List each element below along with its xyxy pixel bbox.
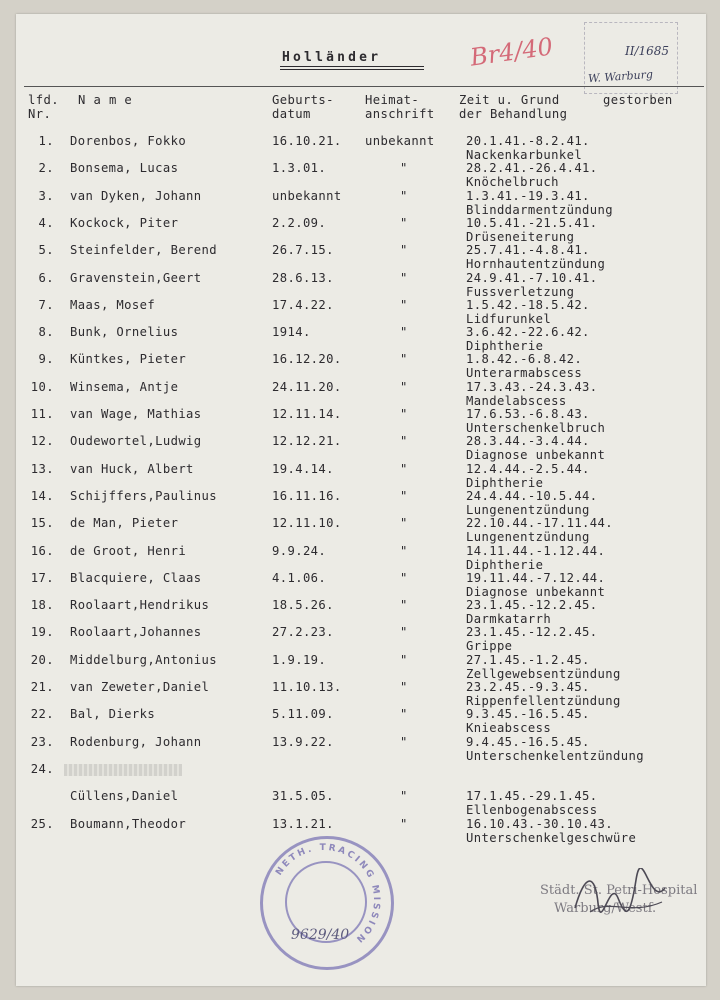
col-header-geburtsdatum: Geburts- datum: [272, 93, 334, 121]
row-number: 17.: [30, 570, 54, 585]
treatment-reason: Rippenfellentzündung: [466, 694, 621, 708]
birth-date: 16.10.21.: [272, 134, 342, 148]
treatment-reason: Darmkatarrh: [466, 612, 552, 627]
birth-date: 27.2.23.: [272, 625, 334, 640]
page-title: Holländer: [282, 50, 382, 65]
row-number: 12.: [30, 434, 54, 449]
table-row: [0, 544, 720, 572]
row-number: 9.: [38, 352, 54, 367]
row-number: 3.: [38, 188, 54, 203]
table-row: [0, 653, 720, 681]
patient-name: van Huck, Albert: [70, 461, 194, 476]
patient-name: Küntkes, Pieter: [70, 352, 187, 367]
row-number: 4.: [38, 215, 54, 230]
table-row: [0, 380, 720, 408]
col-header-name: N a m e: [78, 93, 133, 107]
treatment-reason: Hornhautentzündung: [466, 257, 606, 272]
birth-date: 28.6.13.: [272, 270, 334, 285]
row-number: 23.: [30, 734, 54, 749]
birth-date: unbekannt: [272, 188, 342, 203]
archive-handwritten-note: W. Warburg: [587, 67, 654, 86]
table-row: [0, 707, 720, 735]
birth-date: 12.11.14.: [272, 407, 342, 421]
patient-name: Bunk, Ornelius: [70, 325, 179, 340]
header-rule: [24, 86, 704, 87]
row-number: 21.: [30, 680, 54, 694]
svg-text:NETH. TRACING MISSION: NETH. TRACING MISSION: [274, 842, 382, 946]
home-address: ": [400, 352, 408, 367]
patient-name: Roolaart,Johannes: [70, 625, 202, 640]
patient-name: Gravenstein,Geert: [70, 270, 202, 285]
birth-date: 12.11.10.: [272, 516, 342, 531]
treatment-period: 23.1.45.-12.2.45.: [466, 598, 598, 613]
birth-date: 24.11.20.: [272, 379, 342, 394]
birth-date: 13.9.22.: [272, 734, 334, 749]
row-number: 6.: [38, 270, 54, 285]
birth-date: 13.1.21.: [272, 816, 334, 831]
birth-date: 11.10.13.: [272, 680, 342, 694]
birth-date: 16.11.16.: [272, 488, 342, 503]
row-number: 10.: [30, 379, 54, 394]
patient-name: Kockock, Piter: [70, 215, 179, 230]
row-number: 8.: [38, 325, 54, 340]
treatment-reason: Grippe: [466, 639, 513, 654]
table-row: [0, 598, 720, 626]
treatment-reason: Diphtherie: [466, 557, 544, 572]
birth-date: 12.12.21.: [272, 434, 342, 449]
title-underline: [280, 66, 424, 67]
birth-date: 1.3.01.: [272, 161, 327, 176]
struck-entry-overtype: [64, 764, 182, 776]
home-address: ": [400, 543, 408, 558]
patient-name: Bal, Dierks: [70, 707, 156, 722]
patient-name: van Wage, Mathias: [70, 407, 202, 421]
patient-name: Oudewortel,Ludwig: [70, 434, 202, 449]
home-address: ": [400, 297, 408, 312]
patient-name: Cüllens,Daniel: [70, 789, 179, 804]
treatment-period: 19.11.44.-7.12.44.: [466, 570, 606, 585]
treatment-reason: Lidfurunkel: [466, 311, 552, 326]
row-number: 16.: [30, 543, 54, 558]
treatment-period: 1.3.41.-19.3.41.: [466, 188, 590, 203]
treatment-period: 24.4.44.-10.5.44.: [466, 488, 598, 503]
patient-name: Steinfelder, Berend: [70, 243, 218, 258]
patient-name: de Groot, Henri: [70, 543, 187, 558]
patient-name: Middelburg,Antonius: [70, 652, 218, 667]
treatment-period: 9.3.45.-16.5.45.: [466, 707, 590, 722]
patient-name: Boumann,Theodor: [70, 816, 187, 831]
birth-date: 17.4.22.: [272, 297, 334, 312]
home-address: ": [400, 734, 408, 749]
treatment-period: 27.1.45.-1.2.45.: [466, 652, 590, 667]
treatment-period: 25.7.41.-4.8.41.: [466, 243, 590, 258]
home-address: ": [400, 488, 408, 503]
treatment-period: 28.2.41.-26.4.41.: [466, 161, 598, 176]
birth-date: 19.4.14.: [272, 461, 334, 476]
treatment-period: 14.11.44.-1.12.44.: [466, 543, 606, 558]
signature-scribble: [570, 868, 670, 924]
row-number: 25.: [30, 816, 54, 831]
table-row: [0, 625, 720, 653]
treatment-period: 17.3.43.-24.3.43.: [466, 379, 598, 394]
row-number: 19.: [30, 625, 54, 640]
table-row: [0, 271, 720, 299]
home-address: ": [400, 161, 408, 176]
treatment-reason: Blinddarmentzündung: [466, 202, 614, 217]
table-row: [0, 325, 720, 353]
birth-date: 1.9.19.: [272, 652, 327, 667]
treatment-period: 24.9.41.-7.10.41.: [466, 270, 598, 285]
treatment-period: 12.4.44.-2.5.44.: [466, 461, 590, 476]
birth-date: 16.12.20.: [272, 352, 342, 367]
treatment-period: 23.1.45.-12.2.45.: [466, 625, 598, 640]
table-row: [0, 407, 720, 435]
row-number: 20.: [30, 652, 54, 667]
col-header-gestorben: gestorben: [603, 93, 673, 107]
col-header-heimatanschrift: Heimat- anschrift: [365, 93, 435, 121]
table-row: [0, 571, 720, 599]
home-address: ": [400, 407, 408, 421]
hospital-stamp-line1: Städt. St. Petri-Hospital: [540, 883, 698, 898]
title-underline-double: [280, 69, 424, 70]
patient-name: Winsema, Antje: [70, 379, 179, 394]
col-header-nr: lfd. Nr.: [28, 93, 59, 121]
table-row: [0, 216, 720, 244]
treatment-period: 9.4.45.-16.5.45.: [466, 734, 590, 749]
row-number: 1.: [38, 134, 54, 148]
row-number: 5.: [38, 243, 54, 258]
home-address: ": [400, 816, 408, 831]
home-address: ": [400, 625, 408, 640]
treatment-reason: Drüseneiterung: [466, 229, 575, 244]
home-address: ": [400, 707, 408, 722]
birth-date: 26.7.15.: [272, 243, 334, 258]
table-row: [0, 134, 720, 162]
treatment-period: 23.2.45.-9.3.45.: [466, 680, 590, 694]
row-number: 24.: [30, 761, 54, 776]
birth-date: 18.5.26.: [272, 598, 334, 613]
birth-date: 2.2.09.: [272, 215, 327, 230]
handwritten-red-note: Br4/40: [468, 32, 555, 72]
treatment-reason: Mandelabscess: [466, 393, 567, 408]
table-row: [0, 516, 720, 544]
home-address: ": [400, 461, 408, 476]
row-number: 13.: [30, 461, 54, 476]
row-number: 7.: [38, 297, 54, 312]
table-row: [0, 161, 720, 189]
treatment-reason: Nackenkarbunkel: [466, 148, 583, 162]
treatment-period: 10.5.41.-21.5.41.: [466, 215, 598, 230]
patient-name: Blacquiere, Claas: [70, 570, 202, 585]
treatment-reason: Diphtherie: [466, 339, 544, 354]
home-address: unbekannt: [365, 134, 435, 148]
home-address: ": [400, 188, 408, 203]
patient-name: Rodenburg, Johann: [70, 734, 202, 749]
table-row: [0, 489, 720, 517]
table-row: [0, 434, 720, 462]
patient-name: Schijffers,Paulinus: [70, 488, 218, 503]
treatment-period: 1.8.42.-6.8.42.: [466, 352, 583, 367]
birth-date: 4.1.06.: [272, 570, 327, 585]
treatment-reason: Knöchelbruch: [466, 175, 559, 190]
tracing-mission-stamp: [260, 836, 394, 970]
home-address: ": [400, 243, 408, 258]
row-number: 14.: [30, 488, 54, 503]
row-number: 11.: [30, 407, 54, 421]
home-address: ": [400, 270, 408, 285]
hospital-stamp-line2: Warburg/Westf.: [554, 901, 657, 916]
home-address: ": [400, 325, 408, 340]
home-address: ": [400, 652, 408, 667]
treatment-period: 20.1.41.-8.2.41.: [466, 134, 590, 148]
patient-name: de Man, Pieter: [70, 516, 179, 531]
table-row: [0, 298, 720, 326]
treatment-reason: Ellenbogenabscess: [466, 803, 598, 818]
row-number: 18.: [30, 598, 54, 613]
home-address: ": [400, 598, 408, 613]
stamp-handwritten-number: 9629/40: [291, 927, 350, 943]
home-address: ": [400, 570, 408, 585]
home-address: ": [400, 215, 408, 230]
treatment-reason: Unterarmabscess: [466, 366, 583, 381]
treatment-reason: Fussverletzung: [466, 284, 575, 299]
treatment-period: 28.3.44.-3.4.44.: [466, 434, 590, 449]
birth-date: 9.9.24.: [272, 543, 327, 558]
home-address: ": [400, 516, 408, 531]
table-row: [0, 352, 720, 380]
table-row: [0, 735, 720, 763]
treatment-reason: Diagnose unbekannt: [466, 584, 606, 599]
table-row: [0, 680, 720, 708]
row-number: 15.: [30, 516, 54, 531]
table-row: [0, 462, 720, 490]
table-row: [0, 189, 720, 217]
stamp-ring-text: [260, 836, 388, 964]
home-address: ": [400, 680, 408, 694]
birth-date: 5.11.09.: [272, 707, 334, 722]
home-address: ": [400, 789, 408, 804]
treatment-period: 17.6.53.-6.8.43.: [466, 407, 590, 421]
treatment-reason: Unterschenkelbruch: [466, 421, 606, 435]
row-number: 2.: [38, 161, 54, 176]
treatment-reason: Lungenentzündung: [466, 502, 590, 517]
patient-name: Roolaart,Hendrikus: [70, 598, 210, 613]
treatment-reason: Lungenentzündung: [466, 530, 590, 545]
patient-name: Bonsema, Lucas: [70, 161, 179, 176]
treatment-period: 17.1.45.-29.1.45.: [466, 789, 598, 804]
treatment-period: 3.6.42.-22.6.42.: [466, 325, 590, 340]
treatment-period: 22.10.44.-17.11.44.: [466, 516, 614, 531]
patient-name: Dorenbos, Fokko: [70, 134, 187, 148]
treatment-reason: Knieabscess: [466, 721, 552, 736]
home-address: ": [400, 434, 408, 449]
treatment-period: 16.10.43.-30.10.43.: [466, 816, 614, 831]
birth-date: 1914.: [272, 325, 311, 340]
col-header-zeit-grund: Zeit u. Grund der Behandlung: [459, 93, 568, 121]
birth-date: 31.5.05.: [272, 789, 334, 804]
table-row: [0, 789, 720, 817]
treatment-reason: Unterschenkelentzündung: [466, 748, 644, 763]
patient-name: van Zeweter,Daniel: [70, 680, 210, 694]
treatment-reason: Diphtherie: [466, 475, 544, 490]
row-number: 22.: [30, 707, 54, 722]
archive-number: II/1685: [625, 44, 670, 58]
patient-name: Maas, Mosef: [70, 297, 156, 312]
treatment-period: 1.5.42.-18.5.42.: [466, 297, 590, 312]
table-row: [0, 243, 720, 271]
home-address: ": [400, 379, 408, 394]
treatment-reason: Diagnose unbekannt: [466, 448, 606, 463]
patient-name: van Dyken, Johann: [70, 188, 202, 203]
treatment-reason: Unterschenkelgeschwüre: [466, 830, 637, 845]
treatment-reason: Zellgewebsentzündung: [466, 666, 621, 681]
